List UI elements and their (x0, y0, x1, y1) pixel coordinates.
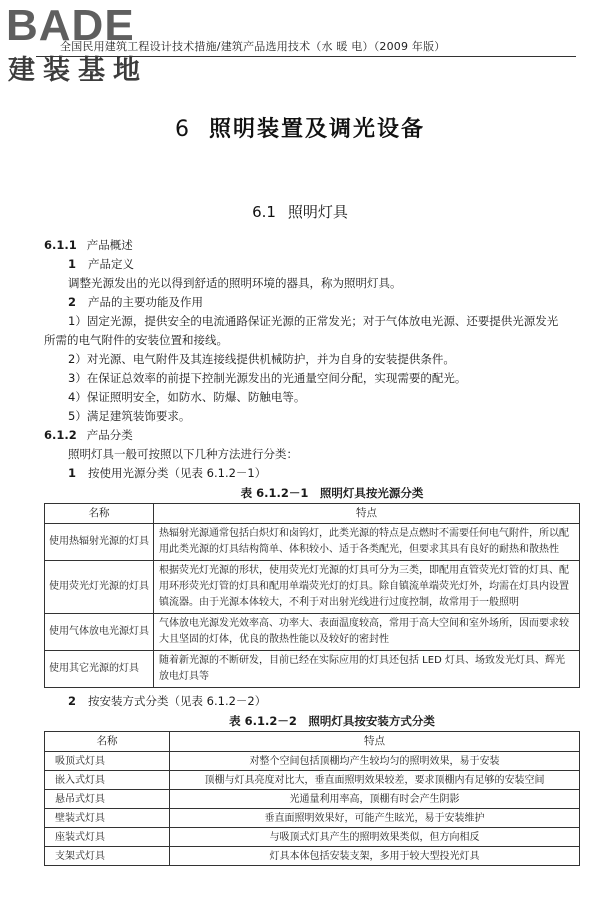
clause-title: 产品概述 (86, 238, 133, 252)
table-row (45, 809, 580, 828)
definition-text: 调整光源发出的光以得到舒适的照明环境的器具，称为照明灯具。 (68, 276, 402, 290)
item-title: 产品定义 (88, 257, 135, 271)
item-heading (44, 293, 580, 312)
table-caption: 表 6.1.2－1 照明灯具按光源分类 (240, 486, 424, 500)
clause-number: 6.1.2 (44, 428, 77, 442)
item-heading (44, 692, 580, 711)
clause-heading (44, 426, 580, 445)
light-source-table (44, 503, 580, 688)
row-name: 吸顶式灯具 (45, 752, 170, 771)
row-feature: 随着新光源的不断研发，目前已经在实际应用的灯具还包括 LED 灯具、场致发光灯具、辉光放电灯具等 (154, 651, 580, 688)
table-row (45, 752, 580, 771)
table-row (45, 651, 580, 688)
item-number: 1 (68, 257, 77, 271)
table-header-row (45, 504, 580, 524)
section-heading (0, 201, 600, 222)
row-feature: 光通量利用率高，顶棚有时会产生阴影 (170, 790, 580, 809)
function-1-continued: 所需的电气附件的安装位置和接线。 (44, 333, 228, 347)
function-2: 2）对光源、电气附件及其连接线提供机械防护，并为自身的安装提供条件。 (68, 352, 455, 366)
table-row (45, 847, 580, 866)
section-title: 照明灯具 (287, 203, 348, 221)
item-title: 产品的主要功能及作用 (88, 295, 204, 309)
table-header-row (45, 732, 580, 752)
logo-wordmark: BADE (6, 1, 135, 50)
row-name: 悬吊式灯具 (45, 790, 170, 809)
item-number: 2 (68, 694, 77, 708)
row-feature: 对整个空间包括顶棚均产生较均匀的照明效果，易于安装 (170, 752, 580, 771)
row-name: 使用荧光灯光源的灯具 (45, 561, 154, 614)
running-header: 全国民用建筑工程设计技术措施/建筑产品选用技术（水 暖 电）（2009 年版） (60, 40, 446, 53)
row-name: 使用其它光源的灯具 (45, 651, 154, 688)
item-number: 2 (68, 295, 77, 309)
function-5: 5）满足建筑装饰要求。 (68, 409, 191, 423)
item-heading (44, 255, 580, 274)
item-title: 按使用光源分类（见表 6.1.2－1） (88, 466, 267, 480)
body-content (44, 236, 580, 866)
table-row (45, 524, 580, 561)
column-header-name: 名称 (45, 504, 154, 524)
clause-heading (44, 236, 580, 255)
column-header-name: 名称 (45, 732, 170, 752)
item-title: 按安装方式分类（见表 6.1.2－2） (88, 694, 267, 708)
row-name: 使用气体放电光源灯具 (45, 614, 154, 651)
column-header-feature: 特点 (170, 732, 580, 752)
clause-number: 6.1.1 (44, 238, 77, 252)
row-name: 支架式灯具 (45, 847, 170, 866)
table-row (45, 828, 580, 847)
function-3: 3）在保证总效率的前提下控制光源发出的光通量空间分配，实现需要的配光。 (68, 371, 467, 385)
chapter-number: 6 (174, 117, 191, 142)
row-feature: 与吸顶式灯具产生的照明效果类似，但方向相反 (170, 828, 580, 847)
row-feature: 顶棚与灯具亮度对比大，垂直面照明效果较差，要求顶棚内有足够的安装空间 (170, 771, 580, 790)
clause-title: 产品分类 (86, 428, 133, 442)
classification-intro: 照明灯具一般可按照以下几种方法进行分类： (68, 447, 298, 461)
row-feature: 根据荧光灯光源的形状，使用荧光灯光源的灯具可分为三类，即配用直管荧光灯管的灯具、配用环形荧光灯管的灯具和配用单端荧光灯的灯具。除自镇流单端荧光灯外，均需在灯具内设置镇流器。由于光源本体较大，不利于对出射光线进行过度控制，故常用于一般照明 (154, 561, 580, 614)
logo-subtitle: 建装基地 (8, 55, 148, 86)
row-feature: 垂直面照明效果好，可能产生眩光，易于安装维护 (170, 809, 580, 828)
row-name: 座装式灯具 (45, 828, 170, 847)
row-name: 壁装式灯具 (45, 809, 170, 828)
function-4: 4）保证照明安全，如防水、防爆、防触电等。 (68, 390, 306, 404)
header-divider (36, 56, 576, 57)
row-feature: 气体放电光源发光效率高、功率大、表面温度较高，常用于高大空间和室外场所，因而要求较大且坚固的灯体，优良的散热性能以及较好的密封性 (154, 614, 580, 651)
chapter-title: 照明装置及调光设备 (208, 117, 425, 142)
row-name: 嵌入式灯具 (45, 771, 170, 790)
installation-table (44, 731, 580, 866)
chapter-heading (0, 112, 600, 143)
row-feature: 灯具本体包括安装支架，多用于较大型投光灯具 (170, 847, 580, 866)
table-row (45, 561, 580, 614)
item-number: 1 (68, 466, 77, 480)
table-row (45, 614, 580, 651)
row-name: 使用热辐射光源的灯具 (45, 524, 154, 561)
table-row (45, 771, 580, 790)
row-feature: 热辐射光源通常包括白炽灯和卤钨灯，此类光源的特点是点燃时不需要任何电气附件，所以配用此类光源的灯具结构简单、体积较小、适于各类配光，但要求其具有良好的耐热和散热性 (154, 524, 580, 561)
item-heading (44, 464, 580, 483)
column-header-feature: 特点 (154, 504, 580, 524)
section-number: 6.1 (252, 203, 276, 221)
table-row (45, 790, 580, 809)
function-1: 1）固定光源，提供安全的电流通路保证光源的正常发光；对于气体放电光源、还要提供光源发光 (68, 314, 559, 328)
table-caption: 表 6.1.2－2 照明灯具按安装方式分类 (229, 714, 435, 728)
